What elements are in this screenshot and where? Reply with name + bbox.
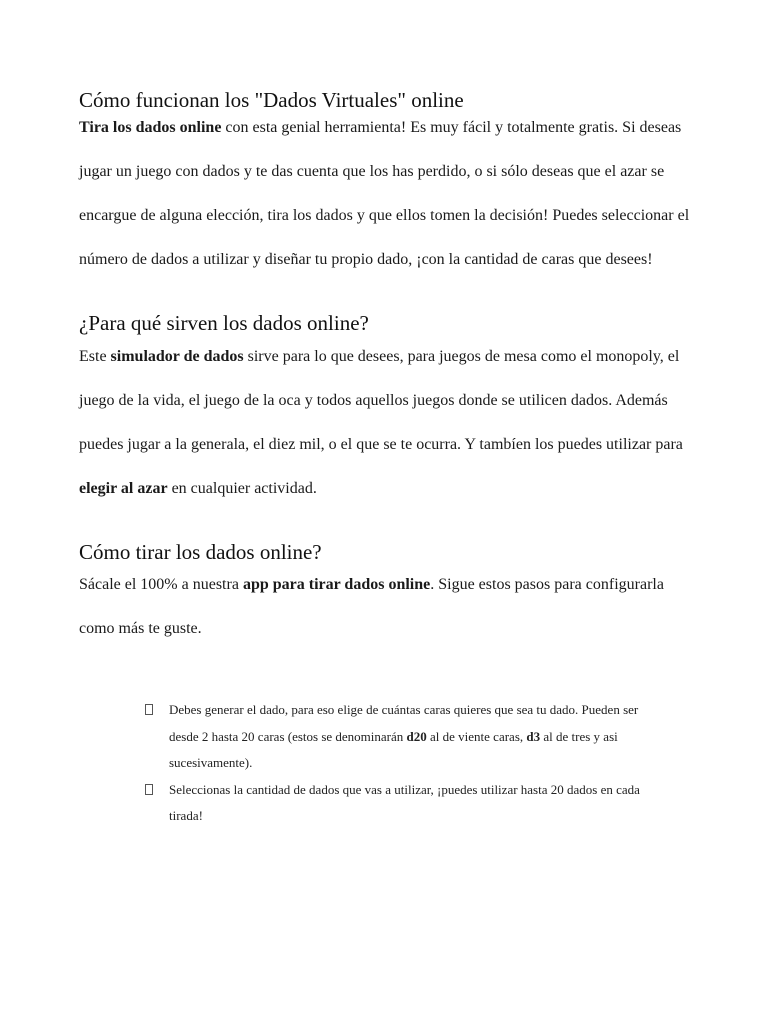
text-run: Este bbox=[79, 348, 111, 365]
text-run: al de tres y asi sucesivamente). bbox=[169, 728, 618, 770]
section-paragraph-how-to-roll bbox=[79, 563, 699, 651]
section-heading-uses: ¿Para qué sirven los dados online? bbox=[79, 311, 369, 335]
text-run: Sácale el 100% a nuestra bbox=[79, 576, 243, 593]
text-run: al de viente caras, bbox=[426, 728, 527, 744]
document-page bbox=[79, 86, 699, 830]
text-run: en cualquier actividad. bbox=[167, 480, 317, 497]
section-paragraph-uses bbox=[79, 335, 699, 511]
text-run: . Sigue estos pasos para configurarla como más te guste. bbox=[79, 576, 664, 637]
text-run: Seleccionas la cantidad de dados que vas a utilizar, ¡puedes utilizar hasta 20 dados en cada tirada! bbox=[169, 781, 640, 823]
section-paragraph-how-it-works bbox=[79, 106, 699, 282]
steps-list bbox=[79, 697, 670, 830]
section-heading-how-it-works: Cómo funcionan los "Dados Virtuales" online bbox=[79, 88, 464, 112]
text-run: con esta genial herramienta! Es muy fácil y totalmente gratis. Si deseas jugar un juego con dados y te das cuenta que los has perdido, o si sólo deseas que el azar se encargue de alguna elección, tira los dados y que ellos tomen la decisión! Puedes seleccionar el número de dados a utilizar y diseñar tu propio dado, ¡con la cantidad de caras que desees! bbox=[79, 119, 690, 268]
bullet-box-icon bbox=[145, 704, 153, 715]
bold-phrase: app para tirar dados online bbox=[242, 576, 431, 593]
text-run: sirve para lo que desees, para juegos de mesa como el monopoly, el juego de la vida, el juego de la oca y todos aquellos juegos donde se utilicen dados. Además puedes jugar a la generala, el diez mil, o el que se te ocurra. Y tambíen los puedes utilizar para bbox=[79, 348, 683, 453]
bold-phrase: elegir al azar bbox=[79, 480, 168, 497]
bullet-box-icon bbox=[145, 784, 153, 795]
bold-phrase: simulador de dados bbox=[110, 348, 244, 365]
text-run: Debes generar el dado, para eso elige de cuántas caras quieres que sea tu dado. Pueden ser desde 2 hasta 20 caras (estos se denominarán bbox=[169, 702, 639, 744]
bold-phrase: d20 bbox=[406, 728, 427, 744]
bold-phrase: d3 bbox=[526, 728, 541, 744]
bold-phrase: Tira los dados online bbox=[79, 119, 222, 136]
list-item bbox=[145, 697, 670, 777]
section-heading-how-to-roll: Cómo tirar los dados online? bbox=[79, 540, 322, 564]
list-item bbox=[145, 777, 670, 830]
